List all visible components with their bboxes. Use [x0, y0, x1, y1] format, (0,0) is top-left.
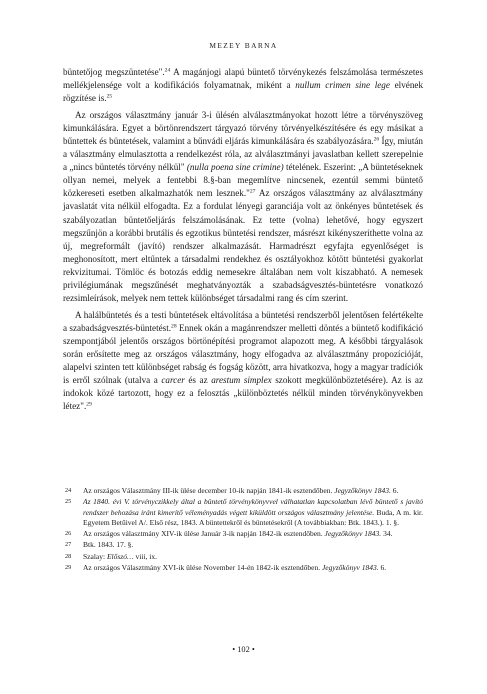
running-header: MEZEY BARNA	[209, 41, 278, 50]
footnote-number: 28	[65, 552, 72, 560]
footnote-number: 24	[65, 487, 72, 494]
text-run: Így, miután a választmány elmulasztotta a rendelkezést róla, az alválasztmányi javaslatban kellett szerepelnie a „nincs büntetés törvény nélkül"	[63, 136, 423, 173]
footnote-24	[63, 486, 423, 497]
footnote-number: 25	[65, 498, 72, 506]
text-run: Btk. 1843. 17. §.	[83, 540, 134, 550]
text-run: 6.	[378, 562, 387, 572]
footnote-25	[63, 497, 423, 529]
footnote-27	[63, 540, 423, 551]
footnote-text	[83, 497, 423, 529]
text-run: viii, ix.	[133, 551, 157, 561]
paragraph-1	[63, 66, 423, 105]
text-run: és az	[184, 375, 212, 386]
footnote-28	[63, 552, 423, 563]
footnote-text	[83, 540, 423, 551]
latin-phrase: (nulla poena sine crimine)	[186, 162, 284, 173]
text-run: A halálbüntetés és a testi büntetések eltávolítása a büntetési rendszerből jelentősen felértékelte a szabadságvesztés-büntetést.	[63, 309, 423, 333]
footnote-ref-24[interactable]: 24	[164, 67, 171, 74]
latin-term: carcer	[161, 375, 185, 386]
text-run: elvének rögzítése is.	[63, 80, 424, 104]
latin-term: arestum simplex	[211, 375, 272, 386]
footnote-ref-26[interactable]: 26	[373, 136, 380, 143]
footnote-ref-27[interactable]: 27	[249, 188, 256, 195]
text-run: Buda, A m. kir. Egyetem Betűivel A/. Első rész, 1843. A büntettekről és büntetésekről (A továbbiakban: Btk. 1843.). 1. §.	[83, 507, 424, 528]
footnote-text	[83, 552, 423, 563]
text-run: szokott megkülönböztetésére). Az is az indokok közé tartozott, hogy ez a felosztás „különböztetés nélkül minden törvénykönyvekben létez".	[63, 375, 424, 412]
main-text	[63, 66, 423, 413]
text-run: 34.	[381, 529, 393, 539]
text-run: büntetőjog megszüntetése".	[63, 67, 165, 77]
footnote-26	[63, 529, 423, 540]
text-run: A magánjogi alapú büntető törvénykezés felszámolása természetes mellékjelensége volt a kodifikációs folyamatnak, miként a	[63, 67, 423, 91]
footnote-number: 26	[65, 530, 72, 538]
source-title: Jegyzőkönyv 1843.	[334, 486, 391, 495]
text-run: Az országos választmány január 3-i ülésén alválasztmányokat hozott létre a törvényszöveg kimunkálására. Egyet a börtönrendszert tárgyazó törvény törvényelkészítésére és egy másikat a bűntettek és büntetések, valamint a bűnvádi eljárás kimunkálására és szabályozására.	[63, 110, 423, 147]
latin-phrase: nullum crimen sine lege	[295, 80, 390, 91]
footnote-ref-25[interactable]: 25	[106, 93, 113, 100]
footnote-text	[83, 529, 423, 540]
footnote-number: 27	[65, 541, 72, 549]
footnotes	[63, 486, 423, 574]
source-title: Az 1840. évi V. törvényczikkely által a büntető törvénykönyvvel válhatatlan kapcsolatban lévő büntető s javító rendszer behozása iránt kimerítő véleményadás végett kiküldött országos választmány jelentése.	[83, 497, 423, 517]
text-run: Az országos választmány XIV-ik ülése Január 3-ik napján 1842-ik esztendőben.	[83, 529, 325, 539]
footnote-text	[83, 486, 423, 497]
text-run: Szalay:	[83, 551, 107, 561]
footnote-ref-29[interactable]: 29	[86, 401, 92, 408]
text-run: 6.	[390, 486, 399, 495]
page-number: • 102 •	[232, 645, 255, 654]
text-run: Az országos választmány az alválasztmány javaslatát vita nélkül elfogadta. Ez a fordulat lényegi garanciája volt az önkényes büntetések és szabályozatlan büntetőeljárás felszámolásának. Ez tette (volna) lehetővé, hogy egyszert megszűnjön a korábbi brutális és egzotikus büntetési rendszer, másrészt kikényszeríthette volna az új, megreformált (javító) rendszer alkalmazását. Harmadrészt egyfajta egyenlőséget is meghonosított, mert eltűntek a társadalmi rendekhez és osztályokhoz kötött büntetési gyakorlat rekvizitumai. Tömlöc és botozás eddig nemesekre általában nem volt kiszabható. A nemesek privilégiumának megszűnését meghatványozták a szabadságvesztés-büntetésre vonatkozó rezsimleírások, melyek nem tettek különbséget társadalmi rang és cím szerint.	[63, 188, 423, 303]
footnote-text	[83, 563, 423, 574]
source-title: Jegyzőkönyv 1843.	[321, 562, 379, 572]
footnote-ref-28[interactable]: 28	[171, 323, 177, 330]
source-title: Jegyzőkönyv 1843.	[324, 529, 382, 539]
source-title: Előszó…	[106, 551, 134, 561]
paragraph-2	[63, 109, 423, 305]
paragraph-3	[63, 309, 423, 413]
text-run: tételének. Eszerint: „A büntetéseknek ollyan nemei, melyek a fentebbi 8.§-ban megemlítve nincsenek, ezentúl semmi büntető közkereseti esetben alkalmazhatók nem lesznek."	[63, 162, 423, 199]
footnote-29	[63, 563, 423, 574]
footnote-number: 29	[65, 563, 72, 571]
text-run: Az országos Választmány XVI-ik ülése November 14-én 1842-ik esztendőben.	[83, 562, 322, 572]
text-run: Az országos Választmány III-ik ülése december 10-ik napján 1841-ik esztendőben.	[83, 486, 335, 495]
text-run: Ennek okán a magánrendszer melletti döntés a büntető kodifikáció szempontjából jelentős országos börtönépítési programot alapozott meg. A későbbi tárgyalások során erősítette meg az országos választmány, hogy elfogadva az alválasztmány propozícióját, alapelvi szinten tett különbséget rabság és fogság között, arra hivatkozva, hogy a magyar tradíciók is erről szólnak (utalva a	[63, 322, 423, 386]
